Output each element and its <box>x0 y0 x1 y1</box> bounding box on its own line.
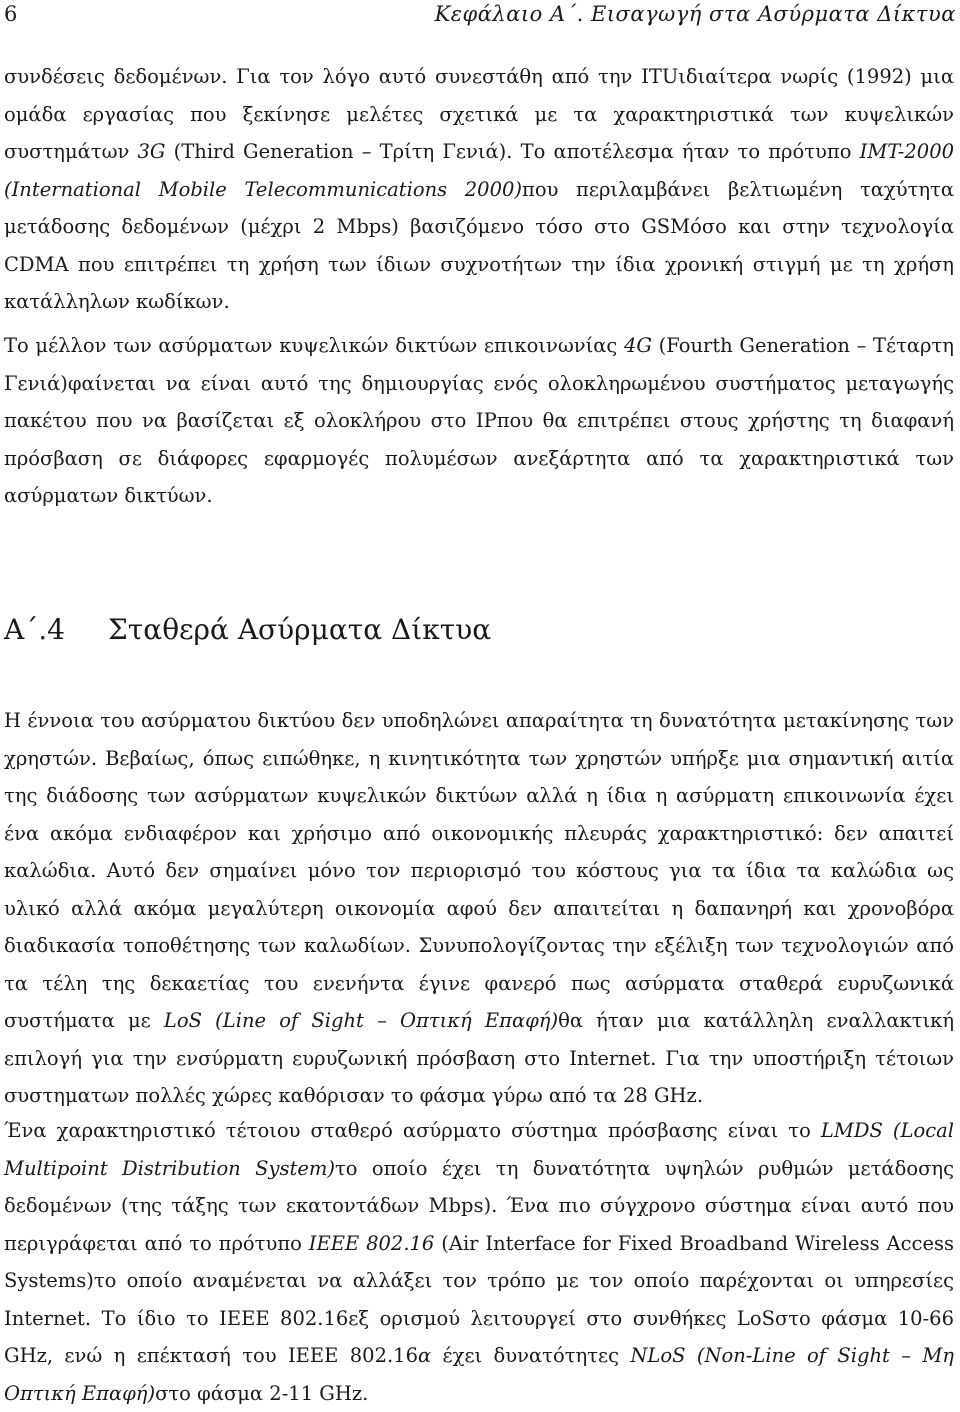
paragraph-3g-imt2000 <box>4 58 954 321</box>
paragraph-4g-future <box>4 327 954 515</box>
paragraph-text: Το μέλλον των ασύρματων κυψελικών δικτύων επικοινωνίας <box>4 334 624 357</box>
page-header <box>4 0 956 32</box>
emphasis-ieee-80216: IEEE 802.16 <box>308 1231 435 1255</box>
section-heading <box>4 610 954 650</box>
emphasis-4g: 4G <box>624 334 652 357</box>
paragraph-text: (Air Interface for Fixed Broadband Wireless Access Systems)το οποίο αναμένεται να αλλάξει τον τρόπο με τον οποίο παρέχονται οι υπηρεσίες Internet. Το ίδιο το IEEE 802.16εξ ορισμού λειτουργεί στο συνθήκες LoSστο φάσμα 10-66 GHz, ενώ η επέκτασή του IEEE 802.16 <box>4 1231 955 1367</box>
section-number: Α΄.4 <box>4 613 65 646</box>
paragraph-text: Η έννοια του ασύρματου δικτύου δεν υποδηλώνει απαραίτητα τη δυνατότητα μετακίνησης των χρηστών. Βεβαίως, όπως ειπώθηκε, η κινητικότητα των χρηστών υπήρξε μια σημαντική αιτία της διάδοσης των ασύρματων κυψελικών δικτύων αλλά η ίδια η ασύρματη επικοινωνία έχει ένα ακόμα ενδιαφέρον και χρήσιμο από οικονομικής πλευράς χαρακτηριστικό: δεν απαιτεί καλώδια. Αυτό δεν σημαίνει μόνο τον περιορισμό του κόστους για τα ίδια τα καλώδια ως υλικό αλλά ακόμα μεγαλύτερη οικονομία αφού δεν απαιτείται η δαπανηρή και χρονοβόρα διαδικασία τοποθέτησης των καλωδίων. Συνυπολογίζοντας την εξέλιξη των τεχνολογιών από τα τέλη της δεκαετίας του ενενήντα έγινε φανερό πως ασύρματα σταθερά ευρυζωνικά συστήματα με <box>4 709 954 1032</box>
paragraph-text: θα ήταν μια κατάλληλη εναλλακτική επιλογή για την ενσύρματη ευρυζωνική πρόσβαση στο Internet. Για την υποστήριξη τέτοιων συστηματων πολλές χώρες καθόρισαν το φάσμα γύρω από τα 28 GHz. <box>4 1009 954 1107</box>
emphasis-alpha: α <box>417 1344 432 1367</box>
emphasis-nlos: NLoS (Non-Line of Sight – Μη Οπτική Επαφή) <box>4 1344 954 1405</box>
emphasis-imt2000: IMT-2000 (International Mobile Telecommunications 2000) <box>4 140 955 201</box>
paragraph-text: στο φάσμα 2-11 GHz. <box>155 1381 369 1405</box>
paragraph-text: συνδέσεις δεδομένων. Για τον λόγο αυτό συνεστάθη από την ITUιδιαίτερα νωρίς (1992) μια ομάδα εργασίας που ξεκίνησε μελέτες σχετικά με τα χαρακτηριστικά των κυψελικών συστημάτων <box>4 65 954 163</box>
page-number: 6 <box>4 2 18 26</box>
paragraph-lmds-ieee <box>4 1112 954 1412</box>
paragraph-text: έχει δυνατότητες <box>431 1344 631 1367</box>
emphasis-3g: 3G <box>137 140 166 163</box>
paragraph-fixed-wireless <box>4 702 954 1115</box>
paragraph-text: Ένα χαρακτηριστικό τέτοιου σταθερό ασύρματο σύστημα πρόσβασης είναι το <box>4 1119 821 1142</box>
paragraph-text: (Third Generation – Τρίτη Γενιά). Το αποτέλεσμα ήταν το πρότυπο <box>165 140 860 163</box>
emphasis-los: LoS (Line of Sight – Οπτική Επαφή) <box>163 1009 559 1032</box>
section-title: Σταθερά Ασύρματα Δίκτυα <box>108 613 492 646</box>
emphasis-lmds: LMDS (Local Multipoint Distribution System) <box>4 1119 954 1180</box>
paragraph-text: που περιλαμβάνει βελτιωμένη ταχύτητα μετάδοσης δεδομένων (μέχρι 2 Mbps) βασιζόμενο τόσο στο GSMόσο και στην τεχνολογία CDMA που επιτρέπει τη χρήση των ίδιων συχνοτήτων την ίδια χρονική στιγμή με τη χρήση κατάλληλων κωδίκων. <box>4 177 954 313</box>
paragraph-text: (Fourth Generation – Τέταρτη Γενιά)φαίνεται να είναι αυτό της δημιουργίας ενός ολοκληρωμένου συστήματος μεταγωγής πακέτου που να βασίζεται εξ ολοκλήρου στο IPπου θα επιτρέπει στους χρήστης τη διαφανή πρόσβαση σε διάφορες εφαρμογές πολυμέσων ανεξάρτητα από τα χαρακτηριστικά των ασύρματων δικτύων. <box>4 334 954 507</box>
paragraph-text: το οποίο έχει τη δυνατότητα υψηλών ρυθμών μετάδοσης δεδομένων (της τάξης των εκατοντάδων Mbps). Ένα πιο σύγχρονο σύστημα είναι αυτό που περιγράφεται από το πρότυπο <box>4 1156 954 1255</box>
running-head: Κεφάλαιο Α΄. Εισαγωγή στα Ασύρματα Δίκτυα <box>434 2 956 26</box>
